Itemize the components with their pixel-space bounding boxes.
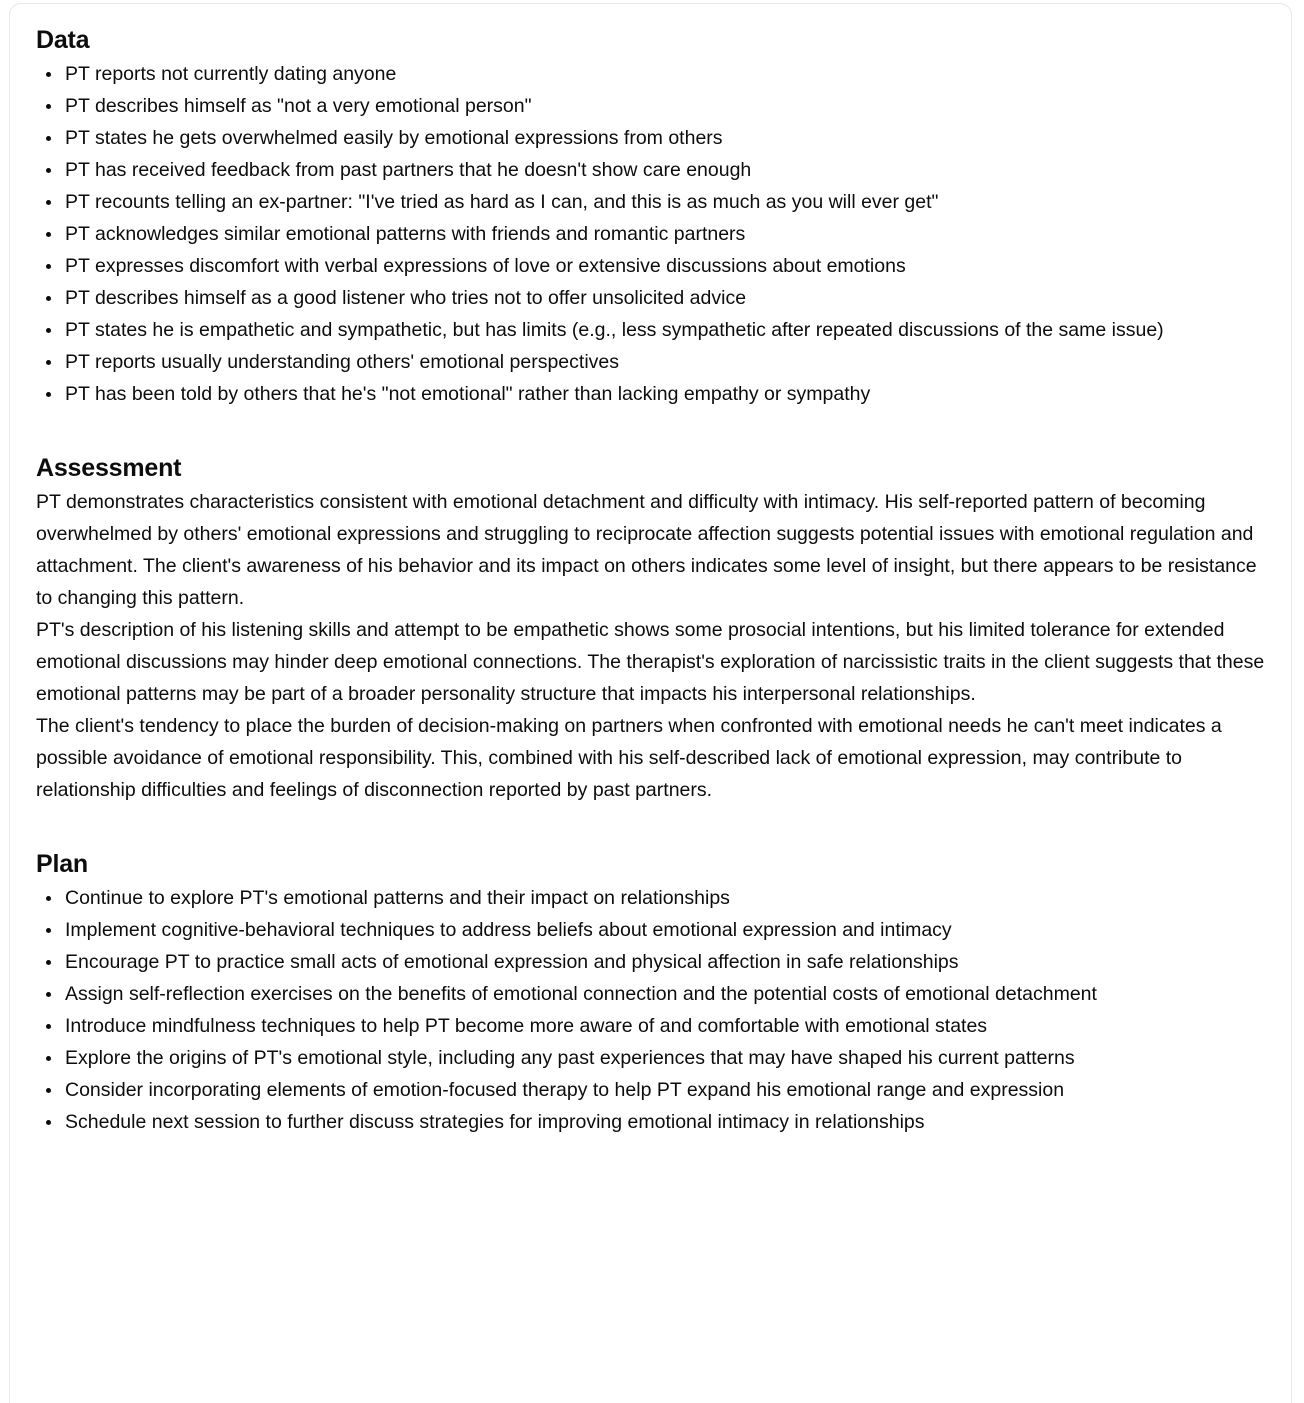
section-assessment <box>36 452 1265 806</box>
paragraph: The client's tendency to place the burden of decision-making on partners when confronted with emotional needs he can't meet indicates a possible avoidance of emotional responsibility. This, combined with his self-described lack of emotional expression, may contribute to relationship difficulties and feelings of disconnection reported by past partners. <box>36 715 1222 801</box>
list-item: PT reports not currently dating anyone <box>36 58 1265 90</box>
section-heading-plan: Plan <box>36 850 88 878</box>
section-plan <box>36 848 1265 1138</box>
section-data <box>36 24 1265 410</box>
list-item: PT reports usually understanding others' emotional perspectives <box>36 346 1265 378</box>
list-item: Consider incorporating elements of emotion-focused therapy to help PT expand his emotional range and expression <box>36 1074 1265 1106</box>
list-item: PT expresses discomfort with verbal expressions of love or extensive discussions about emotions <box>36 250 1265 282</box>
list-item: PT describes himself as "not a very emotional person" <box>36 90 1265 122</box>
list-item: Explore the origins of PT's emotional style, including any past experiences that may have shaped his current patterns <box>36 1042 1265 1074</box>
list-item: PT describes himself as a good listener who tries not to offer unsolicited advice <box>36 282 1265 314</box>
list-item: Assign self-reflection exercises on the benefits of emotional connection and the potential costs of emotional detachment <box>36 978 1265 1010</box>
section-heading-data: Data <box>36 26 90 54</box>
list-item: Encourage PT to practice small acts of emotional expression and physical affection in safe relationships <box>36 946 1265 978</box>
section-heading-assessment: Assessment <box>36 454 182 482</box>
plan-bullet-list <box>36 882 1265 1138</box>
paragraph: PT demonstrates characteristics consistent with emotional detachment and difficulty with intimacy. His self-reported pattern of becoming overwhelmed by others' emotional expressions and struggling to reciprocate affection suggests potential issues with emotional regulation and attachment. The client's awareness of his behavior and its impact on others indicates some level of insight, but there appears to be resistance to changing this pattern. <box>36 491 1257 609</box>
list-item: PT has been told by others that he's "not emotional" rather than lacking empathy or sympathy <box>36 378 1265 410</box>
list-item: PT acknowledges similar emotional patterns with friends and romantic partners <box>36 218 1265 250</box>
list-item: Implement cognitive-behavioral techniques to address beliefs about emotional expression and intimacy <box>36 914 1265 946</box>
progress-note-card <box>9 3 1292 1403</box>
list-item: PT states he gets overwhelmed easily by emotional expressions from others <box>36 122 1265 154</box>
list-item: PT has received feedback from past partners that he doesn't show care enough <box>36 154 1265 186</box>
list-item: Introduce mindfulness techniques to help PT become more aware of and comfortable with emotional states <box>36 1010 1265 1042</box>
list-item: PT states he is empathetic and sympathetic, but has limits (e.g., less sympathetic after repeated discussions of the same issue) <box>36 314 1265 346</box>
list-item: Continue to explore PT's emotional patterns and their impact on relationships <box>36 882 1265 914</box>
list-item: Schedule next session to further discuss strategies for improving emotional intimacy in relationships <box>36 1106 1265 1138</box>
data-bullet-list <box>36 58 1265 410</box>
paragraph: PT's description of his listening skills and attempt to be empathetic shows some prosocial intentions, but his limited tolerance for extended emotional discussions may hinder deep emotional connections. The therapist's exploration of narcissistic traits in the client suggests that these emotional patterns may be part of a broader personality structure that impacts his interpersonal relationships. <box>36 619 1265 705</box>
list-item: PT recounts telling an ex-partner: "I've tried as hard as I can, and this is as much as you will ever get" <box>36 186 1265 218</box>
